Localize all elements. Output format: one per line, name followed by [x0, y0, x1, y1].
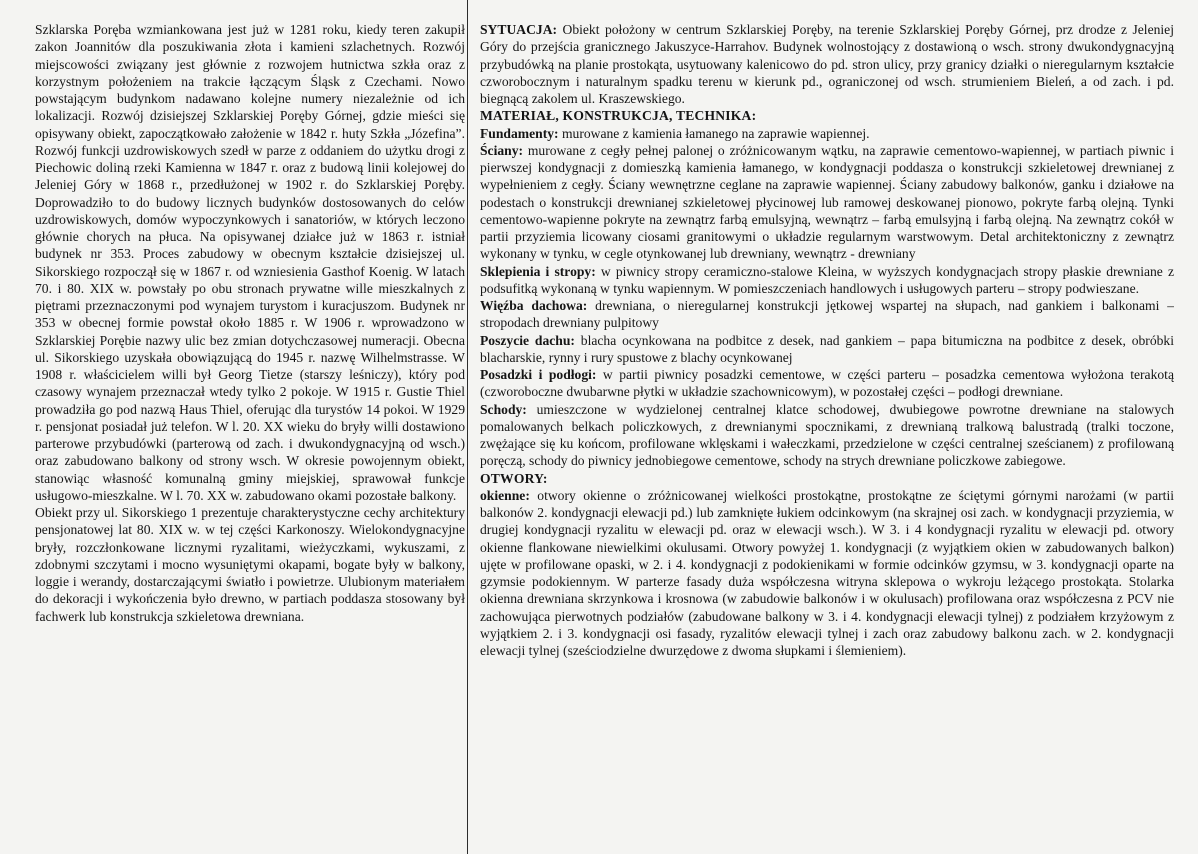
architecture-paragraph: Obiekt przy ul. Sikorskiego 1 prezentuje charakterystyczne cechy architektury pensjonatowej lat 80. XIX w. w tej części Karkonoszy. Wielokondygnacyjne bryły, rozczłonkowane licznymi ryzalitami, wieżyczkami, wykuszami, z zdobnymi szczytami i mocno wysuniętymi okapami, bogate były w balkony, loggie i werandy, dostarczającymi światło i powietrze. Ulubionym materiałem do dekoracji i wykończenia było drewno, w partiach poddasza stosowany był fachwerk lub konstrukcja szkieletowa drewniana.	[35, 505, 465, 624]
right-column-text	[480, 0, 1174, 659]
left-column-text	[35, 0, 467, 625]
sklepienia-item	[480, 263, 1174, 298]
okienne-text: otwory okienne o zróżnicowanej wielkości prostokątne, prostokątne ze ściętymi górnymi narożami (w partii balkonów 2. kondygnacji elewacji pd.) lub zamknięte łukiem odcinkowym (na skrajnej osi zach. w kondygnacji przyziemia, w drugiej kondygnacji ryzalitu w elewacji pd. oraz w elewacji wsch.). W 3. i 4 kondygnacji ryzalitu w elewacji pd. otwory okienne flankowane niewielkimi okulusami. Otwory powyżej 1. kondygnacji (z wyjątkiem okien w zabudowanych balkon) ujęte w profilowane opaski, w 2. i 4. kondygnacji z podokienikami w formie odcinków gzymsu, w 3. kondygnacji oparte na gzymsie podokiennym. W parterze fasady duża współczesna witryna sklepowa o wykroju leżącego prostokąta. Stolarka okienna drewniana skrzynkowa i krosnowa (w zabudowie balkonów i w okulusach) profilowana oraz współczesna z PCV nie zachowująca pierwotnych podziałów (zabudowane balkony w 3. i 4. kondygnacji elewacji tylnej) z podziałem krzyżowym z wyjątkiem 2. i 3. kondygnacji osi fasady, ryzalitów elewacji tylnej i zach oraz zabudowy balkonu zach. w 2. kondygnacji elewacji tylnej (sześciodzielne dwurzędowe z dwoma słupkami i ślemieniem).	[480, 487, 1174, 658]
fundamenty-text: murowane z kamienia łamanego na zaprawie wapiennej.	[558, 125, 870, 141]
okienne-label: okienne:	[480, 487, 530, 503]
fundamenty-item	[480, 125, 1174, 142]
sklepienia-text: w piwnicy stropy ceramiczno-stalowe Kleina, w wyższych kondygnacjach stropy płaskie drewniane z podsufitką wykonaną w tynku wapiennym. W pomieszczeniach handlowych i usługowych parteru – stropy podwieszane.	[480, 263, 1174, 296]
okienne-item	[480, 487, 1174, 660]
sciany-text: murowane z cegły pełnej palonej o zróżnicowanym wątku, na zaprawie cementowo-wapiennej, w partiach piwnic i pierwszej kondygnacji z domieszką kamienia łamanego, w kondygnacji poddasza o konstrukcji szkieletowej drewnianej z wypełnieniem z cegły. Ściany wewnętrzne ceglane na zaprawie wapiennej. Ściany zabudowy balkonów, ganku i działowe na podestach o konstrukcji drewnianej szkieletowej płycinowej lub ramowej deskowanej pionowo, pokryte farbą olejną. Tynki cementowo-wapienne pokryte na zewnątrz farbą emulsyjną, wewnątrz – farbą emulsyjną i farbą olejną. Na zewnątrz cokół w partii przyziemia licowany ciosami granitowymi o układzie regularnym warstwowym. Detal architektoniczny z zewnątrz wykonany w tynku, w cegle otynkowanej lub drewniany, wewnątrz - drewniany	[480, 142, 1174, 262]
sytuacja-section	[480, 21, 1174, 107]
sytuacja-text: Obiekt położony w centrum Szklarskiej Poręby, na terenie Szklarskiej Poręby Górnej, prz drodze z Jeleniej Góry do przejścia granicznego Jakuszyce-Harrahov. Budynek wolnostojący z dostawioną o wsch. strony dwukondygnacyjną przybudówką na planie prostokąta, usytuowany kalenicowo do pd. stron ulicy, przy granicy działki o nieregularnym kształcie czworobocznym i naturalnym spadku terenu w kierunk pd., ograniczonej od wsch. strumieniem Bieleń, a od zach. i pd. biegnącą zakolem ul. Kraszewskiego.	[480, 22, 1174, 106]
schody-label: Schody:	[480, 401, 527, 417]
material-heading: MATERIAŁ, KONSTRUKCJA, TECHNIKA:	[480, 108, 757, 124]
poszycie-item	[480, 332, 1174, 367]
schody-text: umieszczone w wydzielonej centralnej klatce schodowej, dwubiegowe powrotne drewniane na stalowych pomalowanych belkach policzkowych, z drewnianymi spocznikami, z drewnianą tralkową balustradą (tralki toczone, zwężające się ku końcom, profilowane wklęskami i wałeczkami, przedzielone w części centralnej sześcianem) z profilowaną poręczą, schody do piwnicy jednobiegowe cementowe, schody na strych drewniane policzkowe zabiegowe.	[480, 401, 1174, 469]
fundamenty-label: Fundamenty:	[480, 125, 559, 141]
history-paragraph: Szklarska Poręba wzmiankowana jest już w 1281 roku, kiedy teren zakupił zakon Joannitów dla poszukiwania złota i kamieni szlachetnych. Rozwój miejscowości związany jest głównie z rozwojem hutnictwa szkła oraz z korzystnym położeniem na trakcie łączącym Śląsk z Czechami. Nowo powstającym budynkom nadawano kolejne numery niezależnie od ich lokalizacji. Rozwój dzisiejszej Szklarskiej Poręby Górnej, gdzie mieści się opisywany obiekt, zapoczątkowało założenie w 1842 r. huty Szkła „Józefina”. Rozwój funkcji uzdrowiskowych szedł w parze z oddaniem do użytku drogi z Piechowic doliną rzeki Kamienna w 1847 r. oraz z budową linii kolejowej do Jeleniej Góry w 1868 r., przedłużonej w 1902 r. do Szklarskiej Poręby. Doprowadziło to do budowy licznych budynków dostosowanych do celów uzdrowiskowych, domów wypoczynkowych i sanatoriów, w których leczono głównie chorych na płuca. Na opisywanej działce już w 1863 r. istniał budynek nr 353. Proces zabudowy w obecnym kształcie dzisiejszej ul. Sikorskiego rozpoczął się w 1867 r. od wzniesienia Gasthof Koenig. W latach 70. i 80. XIX w. powstały po obu stronach prywatne wille mieszkalnych z piętrami przeznaczonymi pod wynajem turystom i kuracjuszom. Budynek nr 353 w obecnej formie powstał około 1885 r. W 1906 r. wprowadzono w Szklarskiej Porębie nazwy ulic bez zmian dotychczasowej numeracji. Obecna ul. Sikorskiego uzyskała obowiązującą do 1945 r. nazwę Wilhelmstrasse. W 1908 r. właścicielem willi był Georg Tietze (starszy leśniczy), który pod czasowy wynajem przeznaczał wtedy tylko 2 pokoje. W 1915 r. Gustie Thiel prowadziła go pod nazwą Haus Thiel, oferując dla turystów 14 pokoi. W 1929 r. pensjonat posiadał już telefon. W l. 20. XX wieku do bryły willi dostawiono parterowe przybudówki (parterową od zach. i dwukondygnacyjną od wsch.) oraz zabudowano balkony od strony wsch. W okresie powojennym obiekt, stanowiąc własność komunalną gminy miejskiej, sprawował funkcje usługowo-mieszkalne. W l. 70. XX w. zabudowano okami pozostałe balkony.	[35, 22, 465, 503]
schody-item	[480, 401, 1174, 470]
wiezba-item	[480, 297, 1174, 332]
right-column	[480, 0, 1174, 854]
otwory-heading: OTWORY:	[480, 470, 548, 486]
posadzki-label: Posadzki i podłogi:	[480, 367, 597, 382]
sytuacja-label: SYTUACJA:	[480, 22, 558, 37]
poszycie-label: Poszycie dachu:	[480, 332, 575, 348]
wiezba-text: drewniana, o nieregularnej konstrukcji jętkowej wspartej na słupach, nad gankiem i balkonami – stropodach drewniany pulpitowy	[480, 298, 1174, 331]
posadzki-text: w partii piwnicy posadzki cementowe, w części parteru – posadzka cementowa wyłożona terakotą (czworoboczne dwubarwne płytki w układzie szachownicowym), w pozostałej części – podłogi drewniane.	[480, 367, 1174, 400]
posadzki-item	[480, 366, 1174, 401]
sciany-item	[480, 142, 1174, 263]
wiezba-label: Więźba dachowa:	[480, 298, 588, 313]
sciany-label: Ściany:	[480, 142, 524, 158]
sklepienia-label: Sklepienia i stropy:	[480, 263, 596, 279]
poszycie-text: blacha ocynkowana na podbitce z desek, nad gankiem – papa bitumiczna na podbitce z desek, obróbki blacharskie, rynny i rury spustowe z blachy ocynkowanej	[480, 332, 1174, 365]
left-column	[35, 0, 468, 854]
